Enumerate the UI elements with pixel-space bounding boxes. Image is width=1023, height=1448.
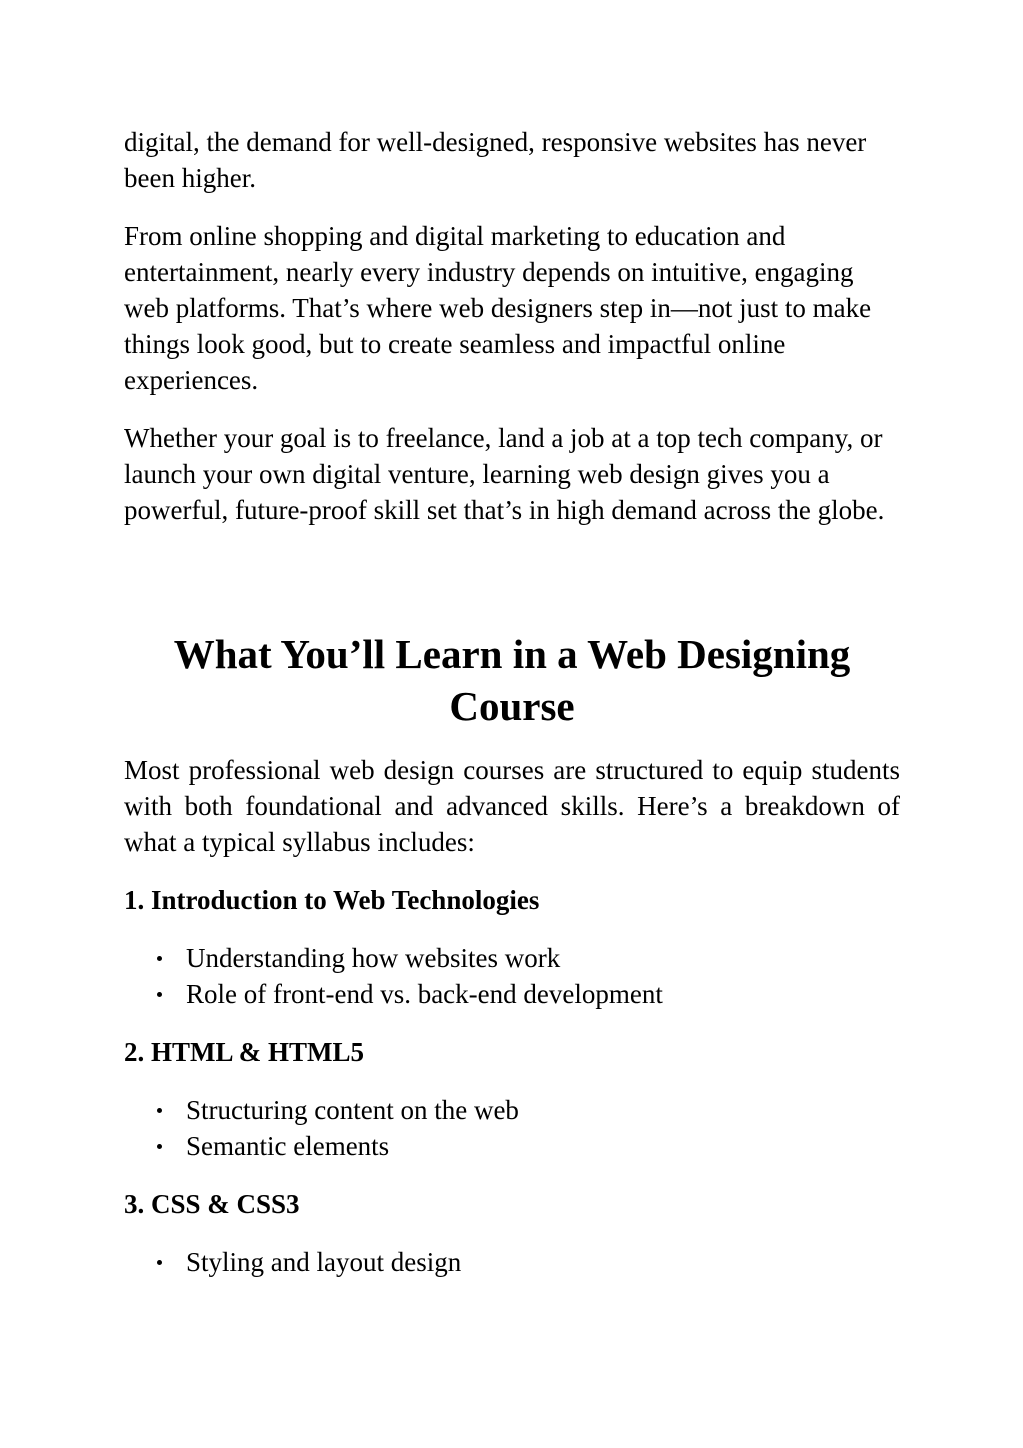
module-1-list [124,940,900,1012]
module-title-1: 1. Introduction to Web Technologies [124,885,540,915]
list-item [124,1128,900,1164]
module-3-list [124,1244,900,1280]
list-item-text: Understanding how websites work [186,943,561,973]
list-item-text: Role of front-end vs. back-end development [186,979,663,1009]
section-intro-paragraph: Most professional web design courses are structured to equip students with both foundational and advanced skills. Here’s a breakdown of what a typical syllabus includes: [124,755,900,857]
intro-paragraph-2: From online shopping and digital marketing to education and entertainment, nearly every industry depends on intuitive, engaging web platforms. That’s where web designers step in—not just to make things look good, but to create seamless and impactful online experiences. [124,221,872,395]
intro-paragraph-3: Whether your goal is to freelance, land a job at a top tech company, or launch your own digital venture, learning web design gives you a powerful, future-proof skill set that’s in high demand across the globe. [124,423,885,525]
list-item-text: Styling and layout design [186,1247,462,1277]
bullet-icon [157,992,162,997]
bullet-icon [157,1144,162,1149]
bullet-icon [157,1260,162,1265]
list-item [124,976,900,1012]
section-heading: What You’ll Learn in a Web Designing Course [173,631,851,729]
list-item-text: Structuring content on the web [186,1095,519,1125]
list-item [124,1092,900,1128]
bullet-icon [157,1108,162,1113]
module-title-2: 2. HTML & HTML5 [124,1037,365,1067]
document-page [124,124,900,1302]
section-spacer [124,550,900,628]
module-title-3: 3. CSS & CSS3 [124,1189,300,1219]
bullet-icon [157,956,162,961]
intro-paragraph-1: digital, the demand for well-designed, responsive websites has never been higher. [124,127,867,193]
module-2-list [124,1092,900,1164]
list-item [124,1244,900,1280]
list-item-text: Semantic elements [186,1131,390,1161]
list-item [124,940,900,976]
